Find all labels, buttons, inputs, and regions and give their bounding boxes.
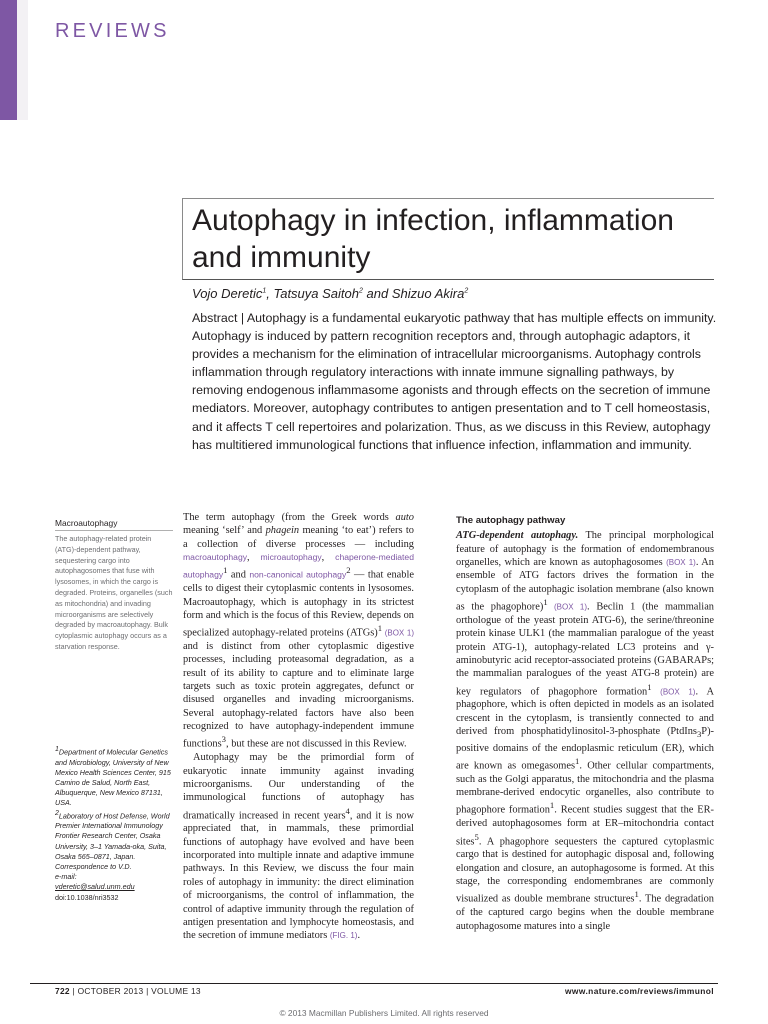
footer-page-info xyxy=(55,986,201,996)
author-separator: , xyxy=(266,286,274,301)
author-name: Vojo Deretic xyxy=(192,286,263,301)
body-paragraph: The term autophagy (from the Greek words auto meaning ‘self’ and phagein meaning ‘to eat’) refers to a collection of diverse processes — including macroautophagy, microautophagy, chaperone-mediated autophagy$^1$ and non-canonical autophagy$^2$ — that enable cells to digest their cytoplasmic contents in lysosomes. Macroautophagy, which is autophagy in its strictest form and which is the focus of this Review, depends on specialized autophagy-related proteins (ATGs)$^1$ (BOX 1) and is distinct from other cytoplasmic digestive processes, including proteasomal degradation, as a result of its ability to capture and to eliminate large targets such as toxic protein aggregates, defunct or disused organelles and invading microorganisms. Several autophagy-related factors have also been recognized to have autophagy-independent immune functions$^3$, but these are not discussed in this Review. xyxy=(183,512,414,750)
author-list xyxy=(192,286,712,301)
affiliation-2 xyxy=(55,809,173,862)
footer-separator: | xyxy=(69,986,78,996)
citation[interactable]: 1 xyxy=(543,597,548,608)
author-name: Tatsuya Saitoh xyxy=(273,286,359,301)
glossary-definition: The autophagy-related protein (ATG)-dependent pathway, sequestering cargo into autophagosomes that fuse with lysosomes, in which the cargo is degraded. Proteins, organelles (such as mitochondria) and invading microorganisms are selectively degraded by macroautophagy. Bulk cytoplasmic autophagy occurs as a starvation response. xyxy=(55,534,173,651)
issue-date: OCTOBER 2013 xyxy=(77,986,144,996)
citation[interactable]: 1 xyxy=(377,623,383,634)
page-number: 722 xyxy=(55,986,70,996)
citation[interactable]: 3 xyxy=(221,734,226,745)
article-title: Autophagy in infection, inflammation and immunity xyxy=(192,204,674,274)
citation[interactable]: 1 xyxy=(575,755,580,766)
body-paragraph: Autophagy may be the primordial form of eukaryotic innate immunity against invading microorganisms. Our understanding of the immunological functions of autophagy has dramatically increased in recent years$^4$, and it is now appreciated that, in mammals, these primordial functions of autophagy have evolved and have been incorporated into multiple innate and adaptive immune pathways. In this Review, we discuss the four main roles of autophagy in immunity: the direct elimination of microorganisms, the control of inflammation, the control of adaptive immunity through the regulation of antigen presentation and lymphocyte homeostasis, and the secretion of immune mediators (FIG. 1). xyxy=(183,752,415,942)
affiliation-footnotes xyxy=(55,745,173,903)
section-label: REVIEWS xyxy=(55,20,170,42)
abstract-label: Abstract | xyxy=(192,311,247,325)
citation[interactable]: 4 xyxy=(345,805,350,816)
citation[interactable]: 1 xyxy=(549,800,555,811)
box-reference[interactable]: (BOX 1) xyxy=(382,628,414,638)
abstract-text: Autophagy is a fundamental eukaryotic pathway that has multiple effects on immunity. Autophagy is induced by pattern recognition receptors and, through autophagic adaptors, it provides a mechanism for the elimination of intracellular microorganisms. Autophagy controls inflammation through regulatory interactions with innate immune signalling pathways, by removing endogenous inflammasome agonists and through effects on the secretion of immune mediators. Moreover, autophagy contributes to antigen presentation and to T cell homeostasis, and it affects T cell repertoires and polarization. Thus, as we discuss in this Review, autophagy has multitiered immunological functions that influence infection, inflammation and immunity. xyxy=(192,311,717,452)
box-reference[interactable]: (BOX 1) xyxy=(547,602,587,612)
body-paragraph: ATG-dependent autophagy. The principal morphological feature of autophagy is the formation of endomembranous organelles, which are known as autophagosomes (BOX 1). An ensemble of ATG factors drives the formation in the cytoplasm of the autophagic isolation membrane (also known as the phagophore)$^1$ (BOX 1). Beclin 1 (the mammalian orthologue of the yeast protein ATG-6), the serine/threonine protein kinase ULK1 (the mammalian paralogue of the yeast protein ATG-1), autophagy-related LC3 proteins and γ-aminobutyric acid receptor-associated proteins (GABARAPs; the mammalian paralogues of the yeast ATG-8 protein) are key regulators of phagophore formation$^1$ (BOX 1). A phagophore, which is often depicted in models as an isolated crescent in the cytoplasm, is transiently connected to and derived from phosphatidylinositol-3-phosphate (PtdIns$_3$P)-positive domains of the endoplasmic reticulum (ER), which are known as omegasomes$^1$. Other cellular compartments, such as the Golgi apparatus, the mitochondria and the plasma membrane-derived endocytic organelles, also contribute to phagophore formation$^1$. Recent studies suggest that the ER-derived autophagosomes form at ER–mitochondria contact sites$^5$. A phagophore sequesters the captured cytoplasmic cargo that is destined for autophagic disposal and, following elongation and closure, an autophagosome is formed. At this stage, the corresponding endomembranes are commonly visualized as double membrane structures$^1$. The degradation of the captured cargo begins when the double membrane autophagosome matures into a single xyxy=(456,530,715,932)
glossary-term: Macroautophagy xyxy=(55,518,173,531)
section-color-bar xyxy=(0,0,17,120)
affiliation-text: Department of Molecular Genetics and Microbiology, University of New Mexico Health Sciences Center, 915 Camino de Salud, North East, Albuquerque, New Mexico 87131, USA. xyxy=(55,747,171,808)
box-reference[interactable]: (BOX 1) xyxy=(651,687,696,697)
author-separator: and xyxy=(362,286,392,301)
citation[interactable]: 5 xyxy=(474,831,479,842)
affiliation-mark: 2 xyxy=(464,287,469,295)
citation[interactable]: 2 xyxy=(346,565,351,576)
glossary-sidebar xyxy=(55,518,173,653)
glossary-link-chaperone-mediated-autophagy[interactable]: chaperone-mediated autophagy xyxy=(183,552,414,580)
section-heading: The autophagy pathway xyxy=(456,515,566,526)
body-column-1 xyxy=(183,511,414,943)
correspondence: Correspondence to V.D. xyxy=(55,862,132,872)
figure-reference[interactable]: (FIG. 1) xyxy=(329,931,358,941)
affiliation-mark: 2 xyxy=(359,287,363,295)
citation[interactable]: 1 xyxy=(634,889,639,900)
citation[interactable]: 1 xyxy=(223,565,228,576)
body-column-2 xyxy=(456,514,714,933)
doi: doi:10.1038/nri3532 xyxy=(55,892,119,902)
email-link[interactable]: vderetic@salud.unm.edu xyxy=(55,882,135,892)
glossary-link-macroautophagy[interactable]: macroautophagy xyxy=(183,552,248,563)
footer-separator: | xyxy=(143,986,152,996)
author-name: Shizuo Akira xyxy=(391,286,465,301)
affiliation-number: 2 xyxy=(55,809,59,817)
paragraph-lead: ATG-dependent autophagy. xyxy=(456,530,579,542)
affiliation-text: Laboratory of Host Defense, World Premier International Immunology Frontier Research Center, Osaka University, 3–1 Yamada-oka, Suita, Osaka 565–0871, Japan. xyxy=(55,811,170,861)
section-side-bar xyxy=(17,0,28,120)
email-label: e-mail: xyxy=(55,872,77,882)
affiliation-mark: 1 xyxy=(262,287,267,295)
box-reference[interactable]: (BOX 1) xyxy=(666,558,696,568)
glossary-link-microautophagy[interactable]: microautophagy xyxy=(260,552,322,563)
citation[interactable]: 1 xyxy=(647,681,652,692)
journal-url[interactable]: www.nature.com/reviews/immunol xyxy=(565,986,714,996)
affiliation-number: 1 xyxy=(55,746,59,753)
glossary-link-non-canonical-autophagy[interactable]: non-canonical autophagy xyxy=(249,569,347,580)
copyright-notice: © 2013 Macmillan Publishers Limited. All rights reserved xyxy=(279,1008,489,1018)
affiliation-1 xyxy=(55,745,173,809)
volume: VOLUME 13 xyxy=(151,986,201,996)
abstract xyxy=(192,309,718,454)
footer-rule xyxy=(30,983,718,984)
